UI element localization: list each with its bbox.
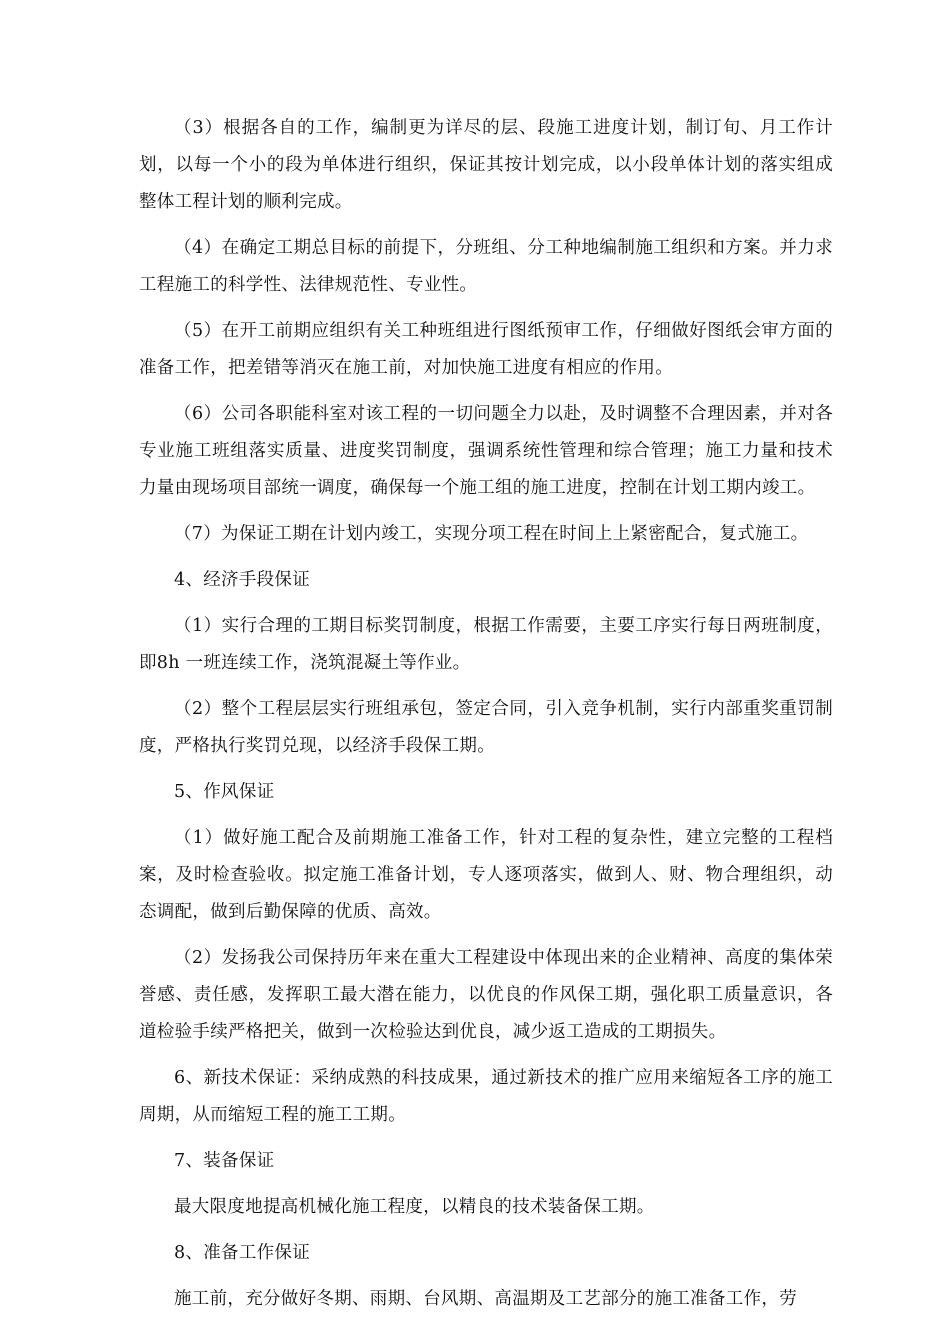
document-body bbox=[139, 110, 833, 1327]
paragraph-item-4: （4）在确定工期总目标的前提下，分班组、分工种地编制施工组织和方案。并力求工程施工的科学性、法律规范性、专业性。 bbox=[139, 238, 833, 295]
paragraph-item-3: （3）根据各自的工作，编制更为详尽的层、段施工进度计划，制订旬、月工作计划，以每一个小的段为单体进行组织，保证其按计划完成，以小段单体计划的落实组成整体工程计划的顺利完成。 bbox=[139, 118, 833, 212]
section-heading-economic: 4、经济手段保证 bbox=[174, 570, 311, 590]
paragraph-item-6: （6）公司各职能科室对该工程的一切问题全力以赴，及时调整不合理因素，并对各专业施工班组落实质量、进度奖罚制度，强调系统性管理和综合管理；施工力量和技术力量由现场项目部统一调度，确保每一个施工组的施工进度，控制在计划工期内竣工。 bbox=[139, 404, 833, 498]
paragraph-preparation: 施工前，充分做好冬期、雨期、台风期、高温期及工艺部分的施工准备工作，劳 bbox=[174, 1289, 797, 1309]
paragraph-item-5: （5）在开工前期应组织有关工种班组进行图纸预审工作，仔细做好图纸会审方面的准备工作，把差错等消灭在施工前，对加快施工进度有相应的作用。 bbox=[139, 321, 833, 378]
section-heading-preparation: 8、准备工作保证 bbox=[174, 1243, 311, 1263]
paragraph-item-7: （7）为保证工期在计划内竣工，实现分项工程在时间上上紧密配合，复式施工。 bbox=[174, 524, 809, 544]
paragraph-conduct-2: （2）发扬我公司保持历年来在重大工程建设中体现出来的企业精神、高度的集体荣誉感、责任感，发挥职工最大潜在能力，以优良的作风保工期，强化职工质量意识，各道检验手续严格把关，做到一次检验达到优良，减少返工造成的工期损失。 bbox=[139, 948, 833, 1042]
section-heading-equipment: 7、装备保证 bbox=[174, 1151, 275, 1171]
paragraph-economic-2: （2）整个工程层层实行班组承包，签定合同，引入竞争机制，实行内部重奖重罚制度，严格执行奖罚兑现，以经济手段保工期。 bbox=[139, 699, 833, 756]
section-new-technology: 6、新技术保证：采纳成熟的科技成果，通过新技术的推广应用来缩短各工序的施工周期，从而缩短工程的施工工期。 bbox=[139, 1068, 833, 1125]
paragraph-economic-1: （1）实行合理的工期目标奖罚制度，根据工作需要，主要工序实行每日两班制度，即8h 一班连续工作，浇筑混凝土等作业。 bbox=[139, 616, 833, 673]
paragraph-conduct-1: （1）做好施工配合及前期施工准备工作，针对工程的复杂性，建立完整的工程档案，及时检查验收。拟定施工准备计划，专人逐项落实，做到人、财、物合理组织，动态调配，做到后勤保障的优质、高效。 bbox=[139, 828, 833, 922]
section-heading-conduct: 5、作风保证 bbox=[174, 782, 275, 802]
paragraph-equipment: 最大限度地提高机械化施工程度，以精良的技术装备保工期。 bbox=[174, 1197, 655, 1217]
